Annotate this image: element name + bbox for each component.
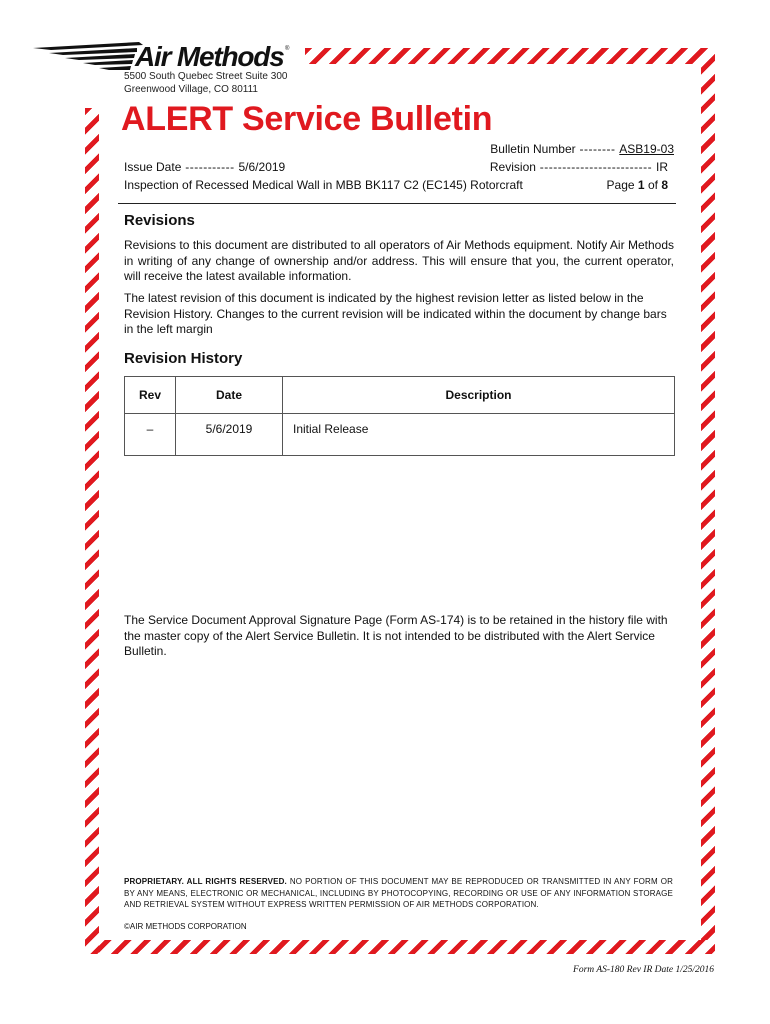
column-header-description: Description — [283, 377, 675, 414]
wing-swoosh-icon — [33, 40, 145, 72]
address-line-2: Greenwood Village, CO 80111 — [124, 84, 258, 95]
issue-date-label: Issue Date — [124, 160, 182, 174]
revision-leader: ------------------------- — [535, 160, 656, 174]
alert-border-right — [701, 48, 715, 953]
column-header-date: Date — [176, 377, 283, 414]
registered-mark: ® — [285, 46, 290, 52]
header-divider — [118, 203, 676, 204]
cell-rev: – — [125, 414, 176, 456]
copyright-line: ©AIR METHODS CORPORATION — [124, 922, 247, 931]
issue-date-value: 5/6/2019 — [238, 160, 286, 174]
column-header-rev: Rev — [125, 377, 176, 414]
revisions-paragraph-1: Revisions to this document are distributed to all operators of Air Methods equipment. Notify Air Methods in writing of any change of ownership and/or address. This will ensure that you, the current operator, will receive the latest available information. — [124, 238, 674, 283]
page-title: ALERT Service Bulletin — [121, 100, 493, 138]
bulletin-number-label: Bulletin Number — [490, 142, 576, 156]
revision — [490, 160, 668, 174]
approval-note: The Service Document Approval Signature Page (Form AS-174) is to be retained in the history file with the master copy of the Alert Service Bulletin. It is not intended to be distributed with the Alert Service Bulletin. — [124, 613, 668, 658]
bulletin-number-leader: -------- — [575, 142, 620, 156]
revisions-paragraph-2: The latest revision of this document is indicated by the highest revision letter as listed below in the Revision History. Changes to the current revision will be indicated within the document by change bars in the left margin — [124, 291, 667, 336]
alert-border-bottom — [85, 940, 715, 954]
revision-label: Revision — [489, 160, 536, 174]
table-row — [125, 414, 675, 456]
alert-border-left — [85, 108, 99, 954]
revision-history-table — [124, 376, 675, 456]
revision-history-heading: Revision History — [124, 350, 243, 367]
form-reference: Form AS-180 Rev IR Date 1/25/2016 — [573, 965, 714, 975]
air-methods-logo — [33, 40, 295, 72]
cell-description: Initial Release — [283, 414, 675, 456]
issue-date-leader: ----------- — [181, 160, 239, 174]
page-label: Page — [606, 178, 635, 192]
proprietary-lead: PROPRIETARY. ALL RIGHTS RESERVED. — [124, 877, 287, 886]
address-line-1: 5500 South Quebec Street Suite 300 — [124, 71, 288, 82]
page-current: 1 — [637, 178, 645, 192]
bulletin-number-value: ASB19-03 — [619, 142, 674, 156]
revisions-heading: Revisions — [124, 212, 195, 229]
issue-date — [124, 160, 285, 174]
proprietary-notice — [124, 876, 673, 911]
alert-border-top — [305, 48, 715, 64]
page-total: 8 — [661, 178, 668, 192]
revision-value: IR — [656, 160, 668, 174]
page-of: of — [647, 178, 658, 192]
page-number — [607, 178, 668, 192]
logo-wordmark: Air Methods — [135, 41, 284, 72]
table-header-row — [125, 377, 675, 414]
inspection-subject: Inspection of Recessed Medical Wall in MBB BK117 C2 (EC145) Rotorcraft — [124, 178, 523, 192]
proprietary-body: NO PORTION OF THIS DOCUMENT MAY BE REPRODUCED OR TRANSMITTED IN ANY FORM OR BY ANY MEANS, ELECTRONIC OR MECHANICAL, INCLUDING BY PHOTOCOPYING, RECORDING OR USE OF ANY INFORMATION STORAGE AND RETRIEVAL SYSTEM WITHOUT EXPRESS WRITTEN PERMISSION OF AIR METHODS CORPORATION. — [124, 877, 673, 909]
cell-date: 5/6/2019 — [176, 414, 283, 456]
bulletin-number — [490, 142, 674, 156]
